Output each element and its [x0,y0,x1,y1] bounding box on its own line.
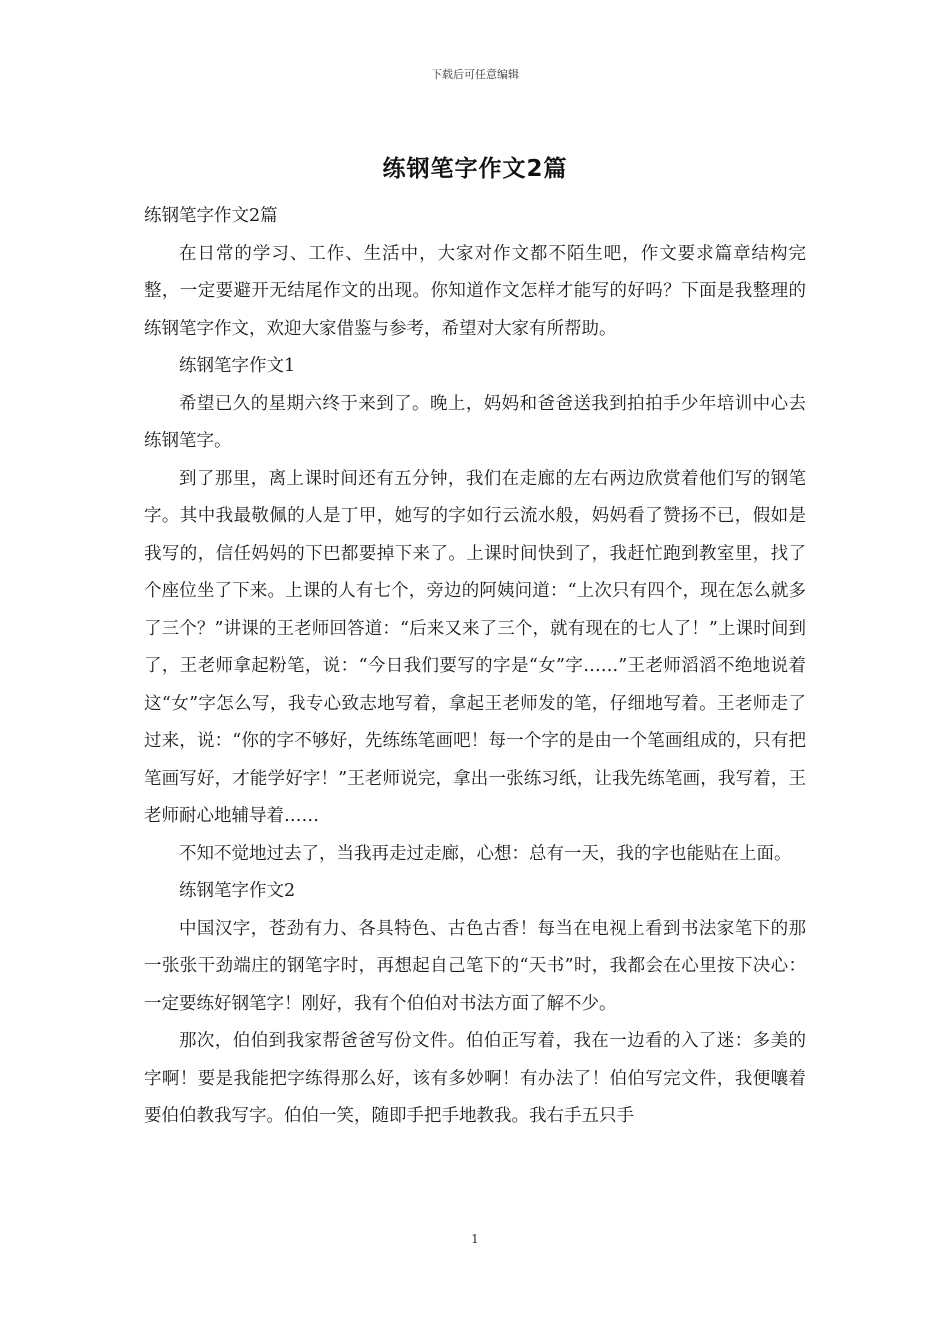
section-heading-essay-2: 练钢笔字作文2 [179,881,296,901]
body-paragraph: 不知不觉地过去了，当我再走过走廊，心想：总有一天，我的字也能贴在上面。 [179,843,792,864]
body-paragraph: 中国汉字，苍劲有力、各具特色、古色古香！每当在电视上看到书法家笔下的那一张张干劲端庄的钢笔字时，再想起自己笔下的“天书”时，我都会在心里按下决心：一定要练好钢笔字！刚好，我有个伯伯对书法方面了解不少。 [144,918,806,1014]
document-title: 练钢笔字作文2篇 [382,156,568,182]
body-paragraph: 到了那里，离上课时间还有五分钟，我们在走廊的左右两边欣赏着他们写的钢笔字。其中我最敬佩的人是丁甲，她写的字如行云流水般，妈妈看了赞扬不已，假如是我写的，信任妈妈的下巴都要掉下来了。上课时间快到了，我赶忙跑到教室里，找了个座位坐了下来。上课的人有七个，旁边的阿姨问道：“上次只有四个，现在怎么就多了三个？”讲课的王老师回答道：“后来又来了三个，就有现在的七人了！”上课时间到了，王老师拿起粉笔，说：“今日我们要写的字是“女”字……”王老师滔滔不绝地说着这“女”字怎么写，我专心致志地写着，拿起王老师发的笔，仔细地写着。王老师走了过来，说：“你的字不够好，先练练笔画吧！每一个字的是由一个笔画组成的，只有把笔画写好，才能学好字！”王老师说完，拿出一张练习纸，让我先练笔画，我写着，王老师耐心地辅导着…… [144,468,806,826]
body-paragraph: 那次，伯伯到我家帮爸爸写份文件。伯伯正写着，我在一边看的入了迷：多美的字啊！要是我能把字练得那么好，该有多妙啊！有办法了！伯伯写完文件，我便嚷着要伯伯教我写字。伯伯一笑，随即手把手地教我。我右手五只手 [144,1031,806,1126]
subtitle-paragraph: 练钢笔字作文2篇 [144,206,278,226]
intro-paragraph: 在日常的学习、工作、生活中，大家对作文都不陌生吧，作文要求篇章结构完整，一定要避开无结尾作文的出现。你知道作文怎样才能写的好吗？下面是我整理的练钢笔字作文，欢迎大家借鉴与参考，希望对大家有所帮助。 [144,243,806,339]
section-heading-essay-1: 练钢笔字作文1 [179,356,296,376]
document-body [144,198,806,1136]
body-paragraph: 希望已久的星期六终于来到了。晚上，妈妈和爸爸送我到拍拍手少年培训中心去练钢笔字。 [144,393,806,451]
header-note: 下载后可任意编辑 [431,68,519,81]
page-number: 1 [471,1232,479,1246]
